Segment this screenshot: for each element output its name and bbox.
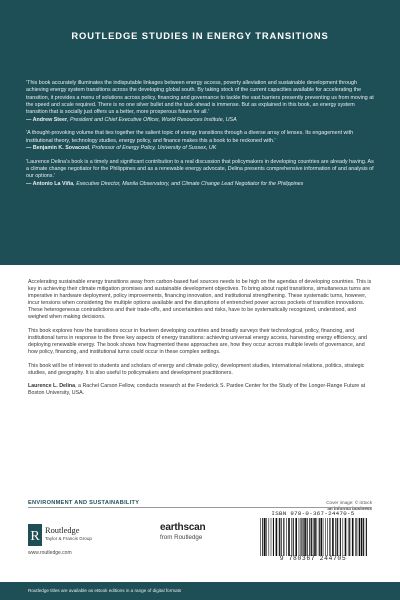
author-bio [28, 383, 373, 397]
endorsement-quote [26, 80, 374, 124]
author-bio-text: , a Rachel Carson Fellow, conducts research at the Frederick S. Pardee Center for the Study of the Longer-Range Future at Boston University, USA. [28, 383, 366, 397]
isbn-text: ISBN 978-0-367-24470-5 [271, 510, 355, 517]
author-name: Laurence L. Delina [28, 383, 76, 390]
quote-author-name: — Benjamin K. Sovacool [26, 145, 89, 152]
barcode-bar [304, 518, 306, 556]
barcode-bar [337, 518, 338, 556]
barcode-bar [352, 518, 354, 556]
earthscan-name: earthscan [160, 522, 206, 533]
barcode-bar [295, 518, 297, 556]
earthscan-sub: from Routledge [160, 534, 203, 541]
quote-text: ‘This book accurately illuminates the indisputable linkages between energy access, poverty alleviation and sustainable development through achieving energy system transitions across the developing global south. By taking stock of the current capacities available for accelerating the transition, it provides a menu of solutions across policy, financing and governance to tackle the vast barriers presently preventing us from moving at the speed and scale required. There is no one silver bullet and the task ahead is immense. But as explained in this book, an energy system transition that is socially just offers us a better, more prosperous future for all.’ [26, 80, 374, 116]
informa-line: an informa business [327, 506, 372, 511]
barcode-bar [329, 518, 330, 556]
barcode-bar [281, 518, 282, 556]
barcode-bar [345, 518, 347, 556]
barcode-icon [258, 518, 368, 556]
subject-category: ENVIRONMENT AND SUSTAINABILITY [28, 500, 140, 506]
quote-attribution [26, 181, 374, 188]
cover-image-credit: Cover image: © iStock [326, 500, 372, 505]
barcode-bar [356, 518, 357, 556]
barcode-bar [313, 518, 314, 556]
barcode-bar [348, 518, 349, 556]
quote-author-role: , President and Chief Executive Officer, World Resources Institute, USA [67, 116, 237, 123]
barcode-bar [307, 518, 308, 556]
barcode-bar [291, 518, 292, 556]
footer-divider [28, 507, 372, 508]
barcode-bar [303, 518, 304, 556]
quote-author-role: , Executive Director, Manila Observatory, and Climate Change Lead Negotiator for the Philippines [73, 181, 304, 188]
barcode-bar [279, 518, 280, 556]
barcode-bar [299, 518, 300, 556]
barcode-bar [283, 518, 284, 556]
barcode-bar [343, 518, 344, 556]
barcode-bar [288, 518, 290, 556]
quote-attribution [26, 145, 374, 152]
barcode-bar [300, 518, 301, 556]
barcode-bar [266, 518, 267, 556]
isbn-barcode [254, 510, 372, 568]
barcode-bar [325, 518, 326, 556]
barcode-bar [273, 518, 274, 556]
barcode-bar [363, 518, 364, 556]
blurb-paragraph: This book will be of interest to students and scholars of energy and climate policy, development studies, international relations, politics, strategic studies, and geography. It is also useful to policymakers and development practitioners. [28, 362, 365, 376]
endorsement-quotes [26, 80, 374, 194]
endorsement-panel [0, 0, 400, 265]
bottom-strip [0, 582, 400, 600]
blurb-paragraph: Accelerating sustainable energy transitions away from carbon-based fuel sources needs to be high on the agendas of developing countries. This is key in achieving their climate mitigation promises and sustainable development objectives. To bring about rapid transitions, simultaneous turns are imperative in hardware deployment, policy improvements, financing innovation, and institutional strengthening. These systematic turns, however, incur tensions when considering the multiple options available and the disruptions of entrenched power across pockets of transition innovations. These heterogeneous contradictions and their trade-offs, and uncertainties and risks, have to be systematically recognized, understood, and weighed when making decisions. [28, 279, 372, 321]
barcode-bar [262, 518, 263, 556]
barcode-bar [361, 518, 363, 556]
quote-attribution [26, 117, 374, 124]
barcode-bar [260, 518, 261, 556]
barcode-bar [327, 518, 328, 556]
endorsement-quote [26, 130, 374, 152]
barcode-bar [309, 518, 310, 556]
barcode-bar [335, 518, 336, 556]
routledge-logo [28, 522, 148, 562]
quote-author-role: , Professor of Energy Policy, University of Sussex, UK [88, 145, 217, 152]
earthscan-logo [160, 522, 240, 552]
quote-text: ‘A thought-provoking volume that ties together the salient topic of energy transitions through a diverse array of lenses. Its engagement with institutional theory, technology studies, energy policy, and finance makes this a book to be reckoned with.’ [26, 130, 354, 144]
barcode-bar [271, 518, 272, 556]
ebook-note: Routledge titles are available as eBook editions in a range of digital formats [28, 588, 182, 593]
endorsement-quote [26, 159, 374, 189]
barcode-bar [359, 518, 360, 556]
series-title: ROUTLEDGE STUDIES IN ENERGY TRANSITIONS [71, 30, 329, 41]
barcode-number: 9 780367 244705 [279, 555, 347, 562]
barcode-bar [349, 518, 350, 556]
barcode-bar [311, 518, 312, 556]
svg-text:R: R [30, 529, 40, 544]
blurb-paragraph: This book explores how the transitions occur in fourteen developing countries and broadly surveys their technological, policy, financing, and institutional turns in response to the three key aspects of energy transitions: achieving universal energy access, harvesting energy efficiency, and deploying renewable energy. The book shows how fragmented these approaches are, how they occur across multiple levels of governance, and how policy, financing, and institutional turns could occur in these complex settings. [28, 327, 367, 356]
barcode-bar [323, 518, 324, 556]
barcode-bar [332, 518, 334, 556]
routledge-r-icon [28, 524, 42, 546]
barcode-bar [286, 518, 287, 556]
barcode-bar [264, 518, 266, 556]
barcode-bar [366, 518, 367, 556]
publisher-tagline: Taylor & Francis Group [45, 536, 92, 541]
barcode-bar [321, 518, 323, 556]
barcode-bar [301, 518, 302, 556]
barcode-bar [314, 518, 316, 556]
barcode-bar [293, 518, 294, 556]
barcode-bar [269, 518, 270, 556]
quote-text: ‘Laurence Delina’s book is a timely and significant contribution to a real discussion that policymakers in developing countries are already having. As a climate change negotiator for the Philippines and as a renewable energy advocate, Delina presents comprehensive information of and analysis of our options.’ [26, 158, 374, 180]
quote-author-name: — Andrew Steer [26, 116, 68, 123]
publisher-url: www.routledge.com [28, 550, 72, 556]
barcode-bar [319, 518, 320, 556]
barcode-bar [358, 518, 359, 556]
quote-author-name: — Antonio La Viña [26, 181, 74, 188]
barcode-bar [355, 518, 356, 556]
publisher-name: Routledge [45, 526, 80, 535]
barcode-bar [276, 518, 278, 556]
barcode-bar [317, 518, 318, 556]
blurb-body [28, 279, 373, 404]
barcode-bar [340, 518, 341, 556]
